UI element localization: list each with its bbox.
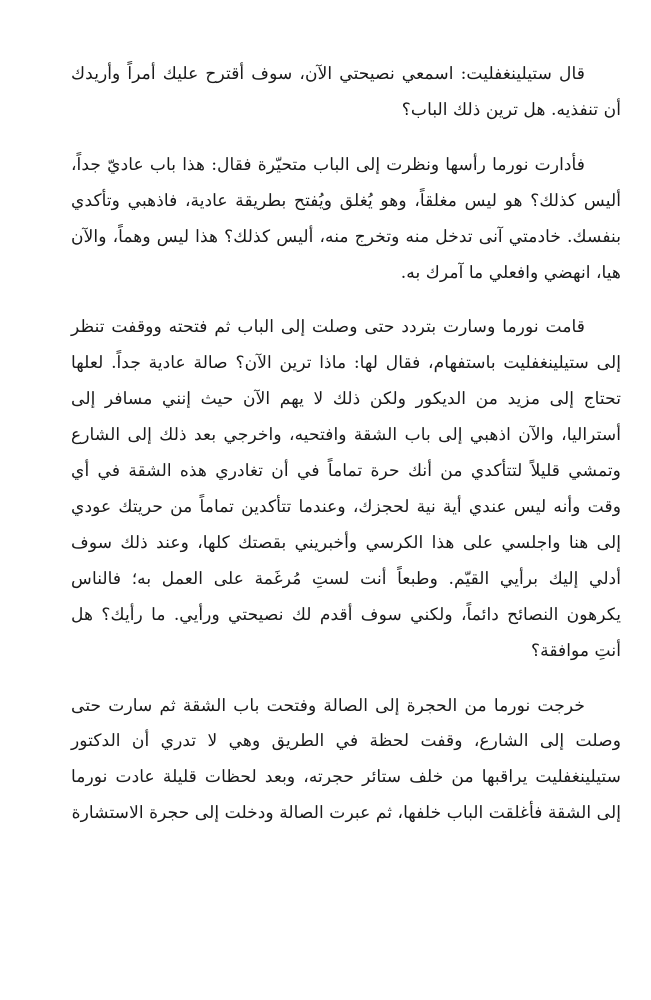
paragraph-3: قامت نورما وسارت بتردد حتى وصلت إلى الباب ثم فتحته ووقفت تنظر إلى ستيلينغفليت باستفهام، فقال لها: ماذا ترين الآن؟ صالة عادية جداً. لعلها تحتاج إلى مزيد من الديكور ولكن ذلك لا يهم الآن حيث إنني مسافر إلى أستراليا، والآن اذهبي إلى باب الشقة وافتحيه، واخرجي بعد ذلك إلى الشارع وتمشي قليلاً لتتأكدي من أنك حرة تماماً في أن تغادري هذه الشقة في أي وقت وأنه ليس عندي أية نية لحجزك، وعندما تتأكدين تماماً من حريتك عودي إلى هنا واجلسي على هذا الكرسي وأخبريني بقصتك كلها، وعند ذلك سوف أدلي إليك برأيي القيّم. وطبعاً أنت لستِ مُرغَمة على العمل به؛ فالناس يكرهون النصائح دائماً، ولكني سوف أقدم لك نصيحتي ورأيي. ما رأيك؟ هل أنتِ موافقة؟ — [71, 317, 621, 661]
paragraph-4: خرجت نورما من الحجرة إلى الصالة وفتحت باب الشقة ثم سارت حتى وصلت إلى الشارع، وقفت لحظة في الطريق وهي لا تدري أن الدكتور ستيلينغفليت يراقبها من خلف ستائر حجرته، وبعد لحظات قليلة عادت نورما إلى الشقة فأغلقت الباب خلفها، ثم عبرت الصالة ودخلت إلى حجرة الاستشارة — [71, 695, 621, 824]
paragraph-2: فأدارت نورما رأسها ونظرت إلى الباب متحيّرة فقال: هذا باب عاديّ جداً، أليس كذلك؟ هو ليس مغلقاً، وهو يُغلق ويُفتح بطريقة عادية، فاذهبي وتأكدي بنفسك. خادمتي آنى تدخل منه وتخرج منه، أليس كذلك؟ هذا ليس وهماً، والآن هيا، انهضي وافعلي ما آمرك به. — [71, 154, 621, 283]
paragraph-1: قال ستيلينغفليت: اسمعي نصيحتي الآن، سوف أقترح عليك أمراً وأريدك أن تنفذيه. هل ترين ذلك الباب؟ — [71, 64, 621, 120]
book-page — [71, 57, 621, 832]
